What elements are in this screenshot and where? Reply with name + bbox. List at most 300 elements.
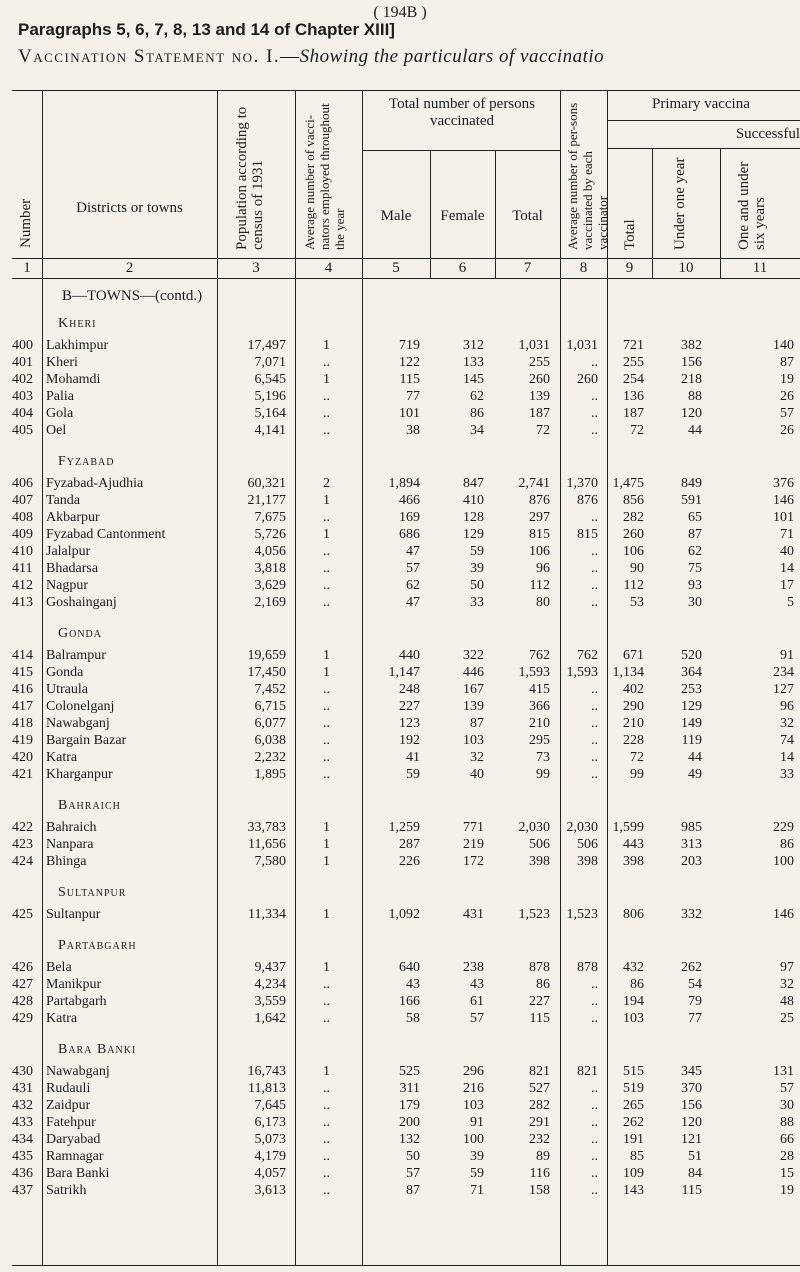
cell-avg-per-vaccinator: .. <box>591 767 598 782</box>
header-number: Number <box>18 198 34 248</box>
table-row <box>12 355 800 371</box>
table-row <box>12 1132 800 1148</box>
table-row <box>12 372 800 388</box>
cell-population: 4,141 <box>254 423 286 438</box>
cell-avg-per-vaccinator: .. <box>591 977 598 992</box>
cell-female: 172 <box>463 854 484 869</box>
cell-under-one: 121 <box>681 1132 702 1147</box>
table-row <box>12 820 800 836</box>
colnum-6: 6 <box>458 260 467 276</box>
colnum-9: 9 <box>625 260 634 276</box>
table-row <box>12 561 800 577</box>
row-number: 411 <box>12 561 33 576</box>
vaccination-table <box>12 90 800 1266</box>
cell-avg-per-vaccinator: .. <box>591 355 598 370</box>
cell-male: 192 <box>399 733 420 748</box>
row-number: 431 <box>12 1081 33 1096</box>
cell-avg-per-vaccinator: .. <box>591 1011 598 1026</box>
cell-female: 33 <box>470 595 484 610</box>
cell-avg-per-vaccinator: .. <box>591 1115 598 1130</box>
row-number: 435 <box>12 1149 33 1164</box>
cell-population: 7,071 <box>254 355 286 370</box>
row-number: 403 <box>12 389 33 404</box>
table-row <box>12 1064 800 1080</box>
cell-under-one: 65 <box>688 510 702 525</box>
cell-male: 59 <box>406 767 420 782</box>
cell-avg-per-vaccinator: 876 <box>577 493 598 508</box>
cell-total: 297 <box>529 510 550 525</box>
cell-under-one: 93 <box>688 578 702 593</box>
cell-female: 312 <box>463 338 484 353</box>
cell-under-one: 149 <box>681 716 702 731</box>
cell-vaccinators: .. <box>323 510 330 525</box>
cell-female: 129 <box>463 527 484 542</box>
cell-primary-total: 290 <box>623 699 644 714</box>
cell-avg-per-vaccinator: .. <box>591 750 598 765</box>
row-number: 409 <box>12 527 33 542</box>
cell-vaccinators: 1 <box>323 907 330 922</box>
row-number: 428 <box>12 994 33 1009</box>
cell-male: 43 <box>406 977 420 992</box>
cell-under-one: 79 <box>688 994 702 1009</box>
cell-avg-per-vaccinator: .. <box>591 1132 598 1147</box>
colnum-7: 7 <box>523 260 532 276</box>
cell-vaccinators: 1 <box>323 960 330 975</box>
cell-total: 99 <box>536 767 550 782</box>
cell-one-to-six: 14 <box>780 750 794 765</box>
paragraph-reference: Paragraphs 5, 6, 7, 8, 13 and 14 of Chapter XIII] <box>18 20 395 39</box>
row-number: 418 <box>12 716 33 731</box>
cell-total: 232 <box>529 1132 550 1147</box>
cell-total: 821 <box>529 1064 550 1079</box>
cell-primary-total: 228 <box>623 733 644 748</box>
town-name: Bara Banki <box>46 1166 110 1181</box>
cell-male: 57 <box>406 1166 420 1181</box>
cell-female: 103 <box>463 1098 484 1113</box>
row-number: 425 <box>12 907 33 922</box>
header-vaccinators: Average number of vacci-nators employed throughout the year <box>302 103 347 250</box>
cell-female: 32 <box>470 750 484 765</box>
cell-one-to-six: 30 <box>780 1098 794 1113</box>
cell-primary-total: 1,134 <box>612 665 644 680</box>
cell-under-one: 313 <box>681 837 702 852</box>
cell-population: 3,559 <box>254 994 286 1009</box>
cell-total: 139 <box>529 389 550 404</box>
heading-dash: — <box>280 46 300 67</box>
cell-female: 410 <box>463 493 484 508</box>
table-top-rule <box>12 90 800 91</box>
town-name: Gonda <box>46 665 84 680</box>
row-number: 421 <box>12 767 33 782</box>
town-name: Fatehpur <box>46 1115 96 1130</box>
cell-vaccinators: .. <box>323 1132 330 1147</box>
row-number: 404 <box>12 406 33 421</box>
cell-primary-total: 136 <box>623 389 644 404</box>
cell-vaccinators: 1 <box>323 1064 330 1079</box>
row-number: 437 <box>12 1183 33 1198</box>
cell-female: 100 <box>463 1132 484 1147</box>
cell-male: 311 <box>399 1081 420 1096</box>
town-name: Rudauli <box>46 1081 91 1096</box>
cell-total: 115 <box>529 1011 550 1026</box>
cell-under-one: 591 <box>681 493 702 508</box>
table-row <box>12 1183 800 1199</box>
row-number: 400 <box>12 338 33 353</box>
cell-avg-per-vaccinator: .. <box>591 406 598 421</box>
cell-male: 1,092 <box>388 907 420 922</box>
cell-total: 112 <box>529 578 550 593</box>
cell-under-one: 332 <box>681 907 702 922</box>
cell-male: 50 <box>406 1149 420 1164</box>
cell-one-to-six: 19 <box>780 1183 794 1198</box>
cell-under-one: 520 <box>681 648 702 663</box>
district-heading: Fyzabad <box>58 454 115 469</box>
cell-male: 57 <box>406 561 420 576</box>
cell-vaccinators: .. <box>323 994 330 1009</box>
town-name: Lakhimpur <box>46 338 109 353</box>
cell-primary-total: 86 <box>630 977 644 992</box>
table-row <box>12 854 800 870</box>
cell-primary-total: 671 <box>623 648 644 663</box>
cell-avg-per-vaccinator: .. <box>591 423 598 438</box>
cell-under-one: 382 <box>681 338 702 353</box>
cell-under-one: 129 <box>681 699 702 714</box>
cell-male: 101 <box>399 406 420 421</box>
cell-one-to-six: 96 <box>780 699 794 714</box>
cell-one-to-six: 48 <box>780 994 794 1009</box>
header-under-one: Under one year <box>672 157 688 250</box>
table-row <box>12 406 800 422</box>
district-heading: Gonda <box>58 626 102 641</box>
cell-female: 431 <box>463 907 484 922</box>
cell-male: 719 <box>399 338 420 353</box>
row-number: 406 <box>12 476 33 491</box>
row-number: 414 <box>12 648 33 663</box>
cell-avg-per-vaccinator: .. <box>591 389 598 404</box>
cell-under-one: 62 <box>688 544 702 559</box>
row-number: 416 <box>12 682 33 697</box>
cell-male: 1,259 <box>388 820 420 835</box>
row-number: 430 <box>12 1064 33 1079</box>
cell-male: 640 <box>399 960 420 975</box>
cell-population: 11,656 <box>248 837 286 852</box>
cell-primary-total: 402 <box>623 682 644 697</box>
cell-total: 210 <box>529 716 550 731</box>
row-number: 402 <box>12 372 33 387</box>
cell-avg-per-vaccinator: 762 <box>577 648 598 663</box>
cell-total: 1,031 <box>518 338 550 353</box>
town-name: Satrikh <box>46 1183 87 1198</box>
table-row <box>12 665 800 681</box>
cell-total: 2,741 <box>518 476 550 491</box>
cell-under-one: 364 <box>681 665 702 680</box>
cell-population: 5,726 <box>254 527 286 542</box>
cell-total: 815 <box>529 527 550 542</box>
cell-primary-total: 90 <box>630 561 644 576</box>
cell-female: 145 <box>463 372 484 387</box>
cell-avg-per-vaccinator: .. <box>591 1081 598 1096</box>
row-number: 407 <box>12 493 33 508</box>
row-number: 413 <box>12 595 33 610</box>
cell-male: 686 <box>399 527 420 542</box>
town-name: Nawabganj <box>46 716 110 731</box>
cell-under-one: 44 <box>688 750 702 765</box>
table-row <box>12 907 800 923</box>
cell-population: 3,613 <box>254 1183 286 1198</box>
page-number: ( 194B ) <box>373 4 427 21</box>
cell-avg-per-vaccinator: .. <box>591 510 598 525</box>
district-heading: Bara Banki <box>58 1042 137 1057</box>
colnum-8: 8 <box>579 260 588 276</box>
cell-female: 87 <box>470 716 484 731</box>
table-bottom-rule <box>12 1265 800 1266</box>
cell-female: 446 <box>463 665 484 680</box>
cell-female: 296 <box>463 1064 484 1079</box>
cell-population: 17,450 <box>247 665 286 680</box>
cell-one-to-six: 33 <box>780 767 794 782</box>
cell-total: 227 <box>529 994 550 1009</box>
cell-one-to-six: 87 <box>780 355 794 370</box>
cell-primary-total: 53 <box>630 595 644 610</box>
town-name: Tanda <box>46 493 81 508</box>
cell-male: 115 <box>399 372 420 387</box>
row-number: 424 <box>12 854 33 869</box>
cell-vaccinators: .. <box>323 1011 330 1026</box>
cell-male: 123 <box>399 716 420 731</box>
table-row <box>12 1115 800 1131</box>
cell-one-to-six: 71 <box>780 527 794 542</box>
cell-total: 255 <box>529 355 550 370</box>
cell-primary-total: 255 <box>623 355 644 370</box>
cell-one-to-six: 127 <box>773 682 794 697</box>
cell-primary-total: 254 <box>623 372 644 387</box>
table-row <box>12 837 800 853</box>
cell-primary-total: 210 <box>623 716 644 731</box>
cell-primary-total: 262 <box>623 1115 644 1130</box>
cell-total: 1,523 <box>518 907 550 922</box>
cell-vaccinators: .. <box>323 561 330 576</box>
colnum-4: 4 <box>324 260 333 276</box>
cell-under-one: 985 <box>681 820 702 835</box>
cell-vaccinators: .. <box>323 1183 330 1198</box>
cell-population: 17,497 <box>247 338 286 353</box>
cell-primary-total: 72 <box>630 423 644 438</box>
cell-under-one: 218 <box>681 372 702 387</box>
town-name: Bahraich <box>46 820 97 835</box>
table-row <box>12 1149 800 1165</box>
cell-primary-total: 194 <box>623 994 644 1009</box>
table-row <box>12 648 800 664</box>
cell-population: 3,818 <box>254 561 286 576</box>
town-name: Goshainganj <box>46 595 117 610</box>
cell-one-to-six: 88 <box>780 1115 794 1130</box>
cell-female: 39 <box>470 561 484 576</box>
cell-population: 6,038 <box>254 733 286 748</box>
town-name: Ramnagar <box>46 1149 104 1164</box>
cell-total: 96 <box>536 561 550 576</box>
cell-population: 19,659 <box>247 648 286 663</box>
cell-one-to-six: 25 <box>780 1011 794 1026</box>
header-successful: Successful <box>735 126 800 142</box>
section-title: B—TOWNS—(contd.) <box>62 288 203 304</box>
cell-one-to-six: 57 <box>780 1081 794 1096</box>
cell-under-one: 849 <box>681 476 702 491</box>
cell-vaccinators: 1 <box>323 527 330 542</box>
cell-vaccinators: 1 <box>323 854 330 869</box>
cell-avg-per-vaccinator: .. <box>591 561 598 576</box>
cell-female: 59 <box>470 1166 484 1181</box>
table-row <box>12 1081 800 1097</box>
cell-vaccinators: .. <box>323 767 330 782</box>
cell-vaccinators: .. <box>323 423 330 438</box>
cell-primary-total: 85 <box>630 1149 644 1164</box>
cell-male: 1,147 <box>388 665 420 680</box>
cell-population: 7,580 <box>254 854 286 869</box>
cell-male: 227 <box>399 699 420 714</box>
cell-primary-total: 187 <box>623 406 644 421</box>
cell-under-one: 30 <box>688 595 702 610</box>
cell-vaccinators: .. <box>323 578 330 593</box>
cell-female: 238 <box>463 960 484 975</box>
cell-one-to-six: 74 <box>780 733 794 748</box>
cell-under-one: 49 <box>688 767 702 782</box>
cell-primary-total: 515 <box>623 1064 644 1079</box>
header-male: Male <box>380 208 412 224</box>
cell-total: 295 <box>529 733 550 748</box>
table-row <box>12 595 800 611</box>
cell-one-to-six: 26 <box>780 389 794 404</box>
cell-under-one: 115 <box>681 1183 702 1198</box>
cell-vaccinators: 2 <box>323 476 330 491</box>
cell-avg-per-vaccinator: 1,593 <box>566 665 598 680</box>
cell-avg-per-vaccinator: .. <box>591 994 598 1009</box>
cell-population: 4,234 <box>254 977 286 992</box>
cell-avg-per-vaccinator: .. <box>591 578 598 593</box>
cell-population: 21,177 <box>247 493 286 508</box>
cell-one-to-six: 100 <box>773 854 794 869</box>
cell-primary-total: 191 <box>623 1132 644 1147</box>
col-rule-9 <box>652 148 653 278</box>
cell-total: 291 <box>529 1115 550 1130</box>
town-name: Bela <box>46 960 72 975</box>
table-row <box>12 977 800 993</box>
town-name: Gola <box>46 406 74 421</box>
town-name: Balrampur <box>46 648 106 663</box>
cell-male: 179 <box>399 1098 420 1113</box>
cell-female: 128 <box>463 510 484 525</box>
town-name: Nanpara <box>46 837 94 852</box>
cell-male: 62 <box>406 578 420 593</box>
cell-total: 187 <box>529 406 550 421</box>
cell-male: 77 <box>406 389 420 404</box>
cell-female: 167 <box>463 682 484 697</box>
table-row <box>12 423 800 439</box>
cell-vaccinators: 1 <box>323 665 330 680</box>
cell-population: 5,073 <box>254 1132 286 1147</box>
cell-under-one: 120 <box>681 406 702 421</box>
cell-population: 16,743 <box>247 1064 286 1079</box>
town-name: Oel <box>46 423 67 438</box>
cell-avg-per-vaccinator: .. <box>591 1183 598 1198</box>
town-name: Sultanpur <box>46 907 101 922</box>
cell-female: 50 <box>470 578 484 593</box>
town-name: Bhinga <box>46 854 87 869</box>
colnum-1: 1 <box>23 260 31 276</box>
cell-total: 106 <box>529 544 550 559</box>
cell-avg-per-vaccinator: .. <box>591 544 598 559</box>
cell-vaccinators: .. <box>323 716 330 731</box>
cell-population: 3,629 <box>254 578 286 593</box>
district-heading: Bahraich <box>58 798 121 813</box>
cell-female: 57 <box>470 1011 484 1026</box>
cell-primary-total: 806 <box>623 907 644 922</box>
header-population: Population according to census of 1931 <box>234 106 266 250</box>
cell-under-one: 77 <box>688 1011 702 1026</box>
town-name: Jalalpur <box>46 544 91 559</box>
cell-one-to-six: 28 <box>780 1149 794 1164</box>
cell-under-one: 370 <box>681 1081 702 1096</box>
colnum-2: 2 <box>125 260 134 276</box>
cell-vaccinators: .. <box>323 699 330 714</box>
cell-avg-per-vaccinator: .. <box>591 733 598 748</box>
colnum-bottom-rule <box>12 278 800 279</box>
cell-vaccinators: .. <box>323 595 330 610</box>
row-number: 419 <box>12 733 33 748</box>
row-number: 408 <box>12 510 33 525</box>
cell-one-to-six: 17 <box>780 578 794 593</box>
header-female: Female <box>440 208 485 224</box>
row-number: 427 <box>12 977 33 992</box>
cell-male: 41 <box>406 750 420 765</box>
table-row <box>12 994 800 1010</box>
cell-female: 62 <box>470 389 484 404</box>
colnum-5: 5 <box>392 260 400 276</box>
cell-female: 43 <box>470 977 484 992</box>
cell-female: 103 <box>463 733 484 748</box>
cell-primary-total: 856 <box>623 493 644 508</box>
cell-one-to-six: 32 <box>780 716 794 731</box>
cell-female: 133 <box>463 355 484 370</box>
subheader-rule-successful <box>607 148 800 149</box>
cell-female: 40 <box>470 767 484 782</box>
cell-vaccinators: .. <box>323 733 330 748</box>
cell-primary-total: 99 <box>630 767 644 782</box>
cell-one-to-six: 15 <box>780 1166 794 1181</box>
cell-primary-total: 1,475 <box>612 476 644 491</box>
row-number: 412 <box>12 578 33 593</box>
cell-population: 6,545 <box>254 372 286 387</box>
cell-vaccinators: 1 <box>323 338 330 353</box>
cell-total: 72 <box>536 423 550 438</box>
cell-total: 398 <box>529 854 550 869</box>
cell-under-one: 156 <box>681 1098 702 1113</box>
cell-vaccinators: .. <box>323 1166 330 1181</box>
cell-one-to-six: 66 <box>780 1132 794 1147</box>
cell-total: 282 <box>529 1098 550 1113</box>
cell-avg-per-vaccinator: 1,523 <box>566 907 598 922</box>
cell-total: 116 <box>529 1166 550 1181</box>
cell-primary-total: 519 <box>623 1081 644 1096</box>
cell-one-to-six: 26 <box>780 423 794 438</box>
table-row <box>12 716 800 732</box>
cell-one-to-six: 19 <box>780 372 794 387</box>
cell-female: 219 <box>463 837 484 852</box>
cell-avg-per-vaccinator: .. <box>591 699 598 714</box>
cell-vaccinators: .. <box>323 355 330 370</box>
cell-primary-total: 721 <box>623 338 644 353</box>
cell-under-one: 87 <box>688 527 702 542</box>
cell-male: 200 <box>399 1115 420 1130</box>
